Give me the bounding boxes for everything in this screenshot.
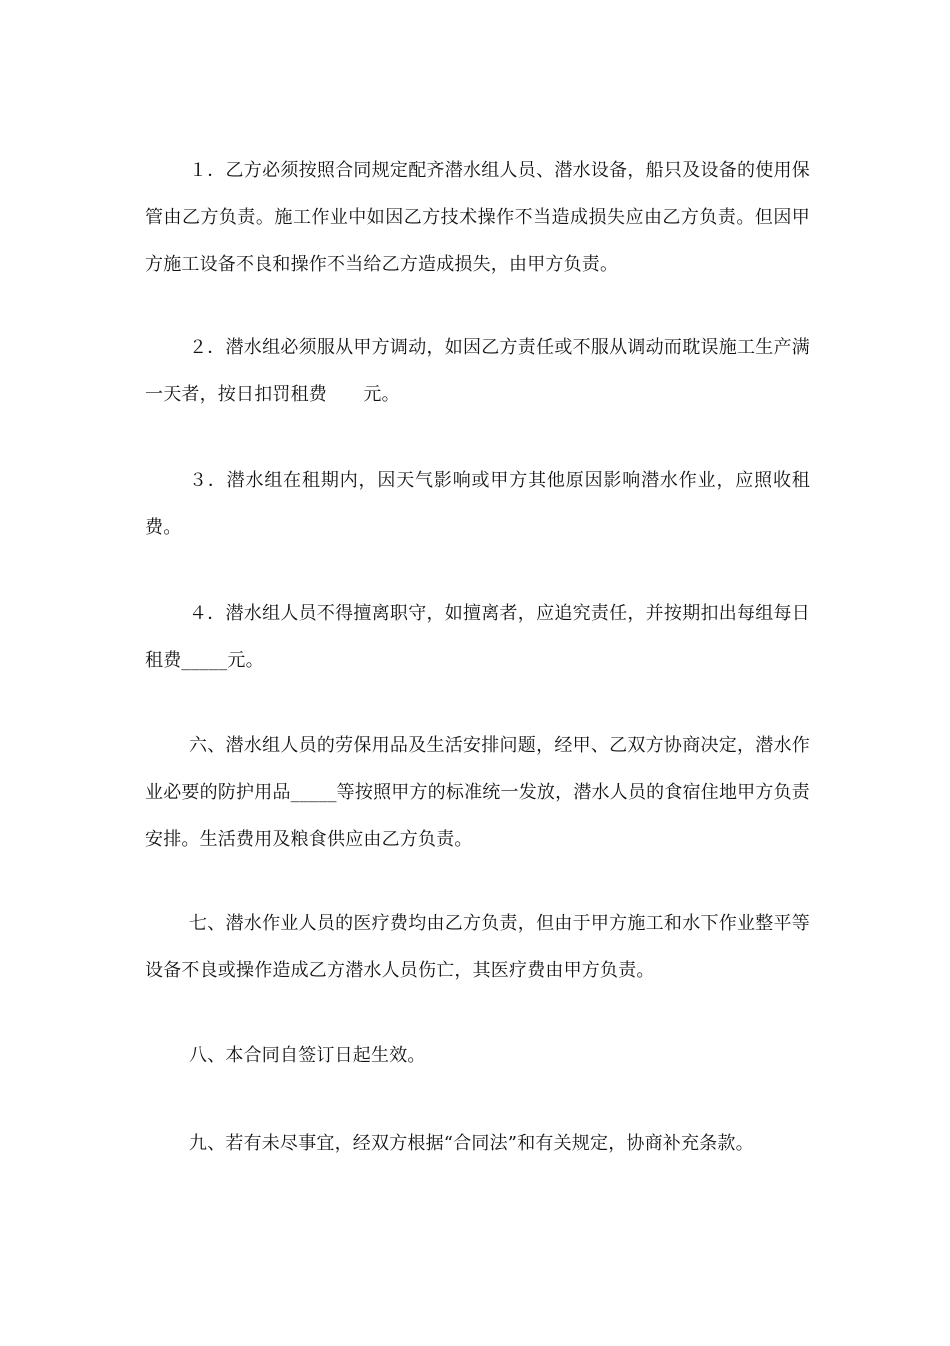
- section-9-paragraph: 九、若有未尽事宜，经双方根据“合同法”和有关规定，协商补充条款。: [189, 1133, 754, 1154]
- section-8-paragraph: 八、本合同自签订日起生效。: [189, 1045, 426, 1066]
- clause-3-paragraph: ３．潜水组在租期内，因天气影响或甲方其他原因影响潜水作业，应照收租费。: [145, 470, 810, 538]
- clause-2-paragraph: ２．潜水组必须服从甲方调动，如因乙方责任或不服从调动而耽误施工生产满一天者，按日扣罚租费 元。: [145, 337, 810, 405]
- section-7-paragraph: 七、潜水作业人员的医疗费均由乙方负责，但由于甲方施工和水下作业整平等设备不良或操作造成乙方潜水人员伤亡，其医疗费由甲方负责。: [145, 913, 810, 981]
- section-6-paragraph: 六、潜水组人员的劳保用品及生活安排问题，经甲、乙双方协商决定，潜水作业必要的防护用品_____等按照甲方的标准统一发放，潜水人员的食宿住地甲方负责安排。生活费用及粮食供应由乙方负责。: [145, 735, 810, 850]
- clause-1-paragraph: １．乙方必须按照合同规定配齐潜水组人员、潜水设备，船只及设备的使用保管由乙方负责。施工作业中如因乙方技术操作不当造成损失应由乙方负责。但因甲方施工设备不良和操作不当给乙方造成损失，由甲方负责。: [145, 160, 810, 275]
- clause-4-paragraph: ４．潜水组人员不得擅离职守，如擅离者，应追究责任，并按期扣出每组每日租费_____元。: [145, 603, 810, 671]
